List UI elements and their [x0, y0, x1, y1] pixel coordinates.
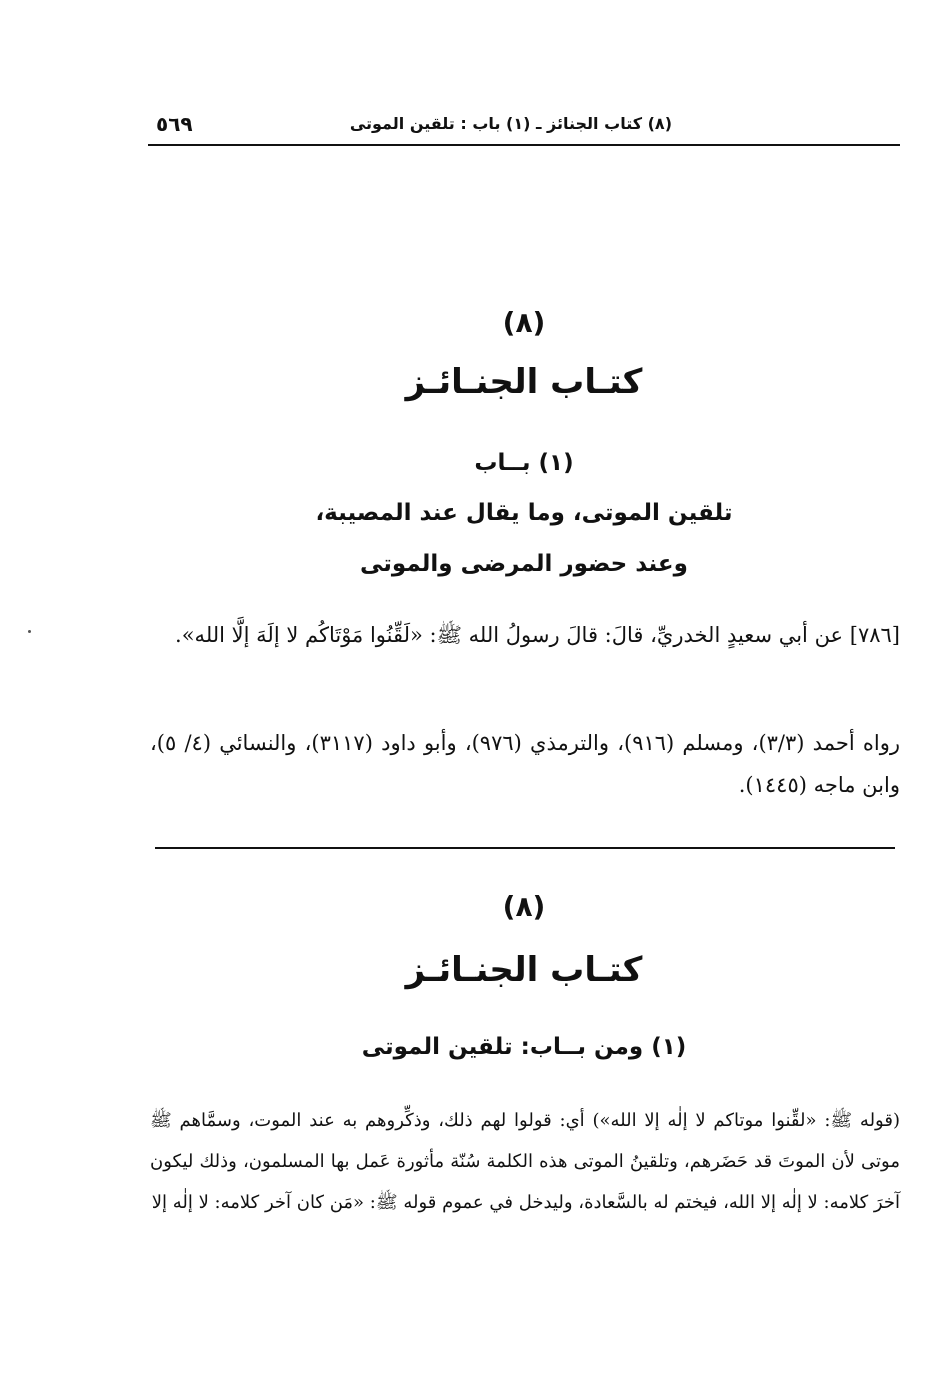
sharh-book-title: كتـاب الجنـائـز	[405, 950, 643, 990]
takhrij-text: رواه أحمد (٣/٣)، ومسلم (٩١٦)، والترمذي (٩٧٦)، وأبو داود (٣١١٧)، والنسائي (٤/ ٥)، وابن ماجه (١٤٤٥).	[150, 731, 900, 797]
page-number: ٥٦٩	[156, 112, 193, 136]
chapter-number: (٨)	[502, 306, 546, 339]
sharh-chapter-number: (٨)	[502, 890, 546, 923]
bab-heading: (١) بــاب	[474, 450, 574, 476]
bab-title-line-2: وعند حضور المرضى والموتى	[360, 551, 688, 577]
header-title: (٨) كتاب الجنائز ـ (١) باب : تلقين الموتى	[349, 114, 672, 133]
bab-title-line-1: تلقين الموتى، وما يقال عند المصيبة،	[315, 500, 733, 526]
running-header	[148, 104, 900, 146]
hadith-text: [٧٨٦] عن أبي سعيدٍ الخدريِّ، قالَ: قالَ رسولُ الله ﷺ: «لَقِّنُوا مَوْتَاكُم لا إلَهَ إلَّا الله».	[175, 623, 900, 647]
sharh-bab-heading: (١) ومن بــاب: تلقين الموتى	[361, 1034, 687, 1060]
margin-mark	[28, 630, 31, 633]
commentary-text: (قوله ﷺ: «لقِّنوا موتاكم لا إلٰه إلا الله») أي: قولوا لهم ذلك، وذكِّروهم به عند الموت، وسمَّاهم ﷺ موتى لأن الموتَ قد حَضَرهم، وتلقينُ الموتى هذه الكلمة سُنّة مأثورة عَمل بها المسلمون، وذلك ليكون آخرَ كلامه: لا إلٰه إلا الله، فيختم له بالسَّعادة، وليدخل في عموم قوله ﷺ: «مَن كان آخر كلامه: لا إلٰه إلا	[150, 1110, 900, 1213]
book-title: كتـاب الجنـائـز	[405, 362, 643, 402]
section-separator	[155, 847, 895, 849]
